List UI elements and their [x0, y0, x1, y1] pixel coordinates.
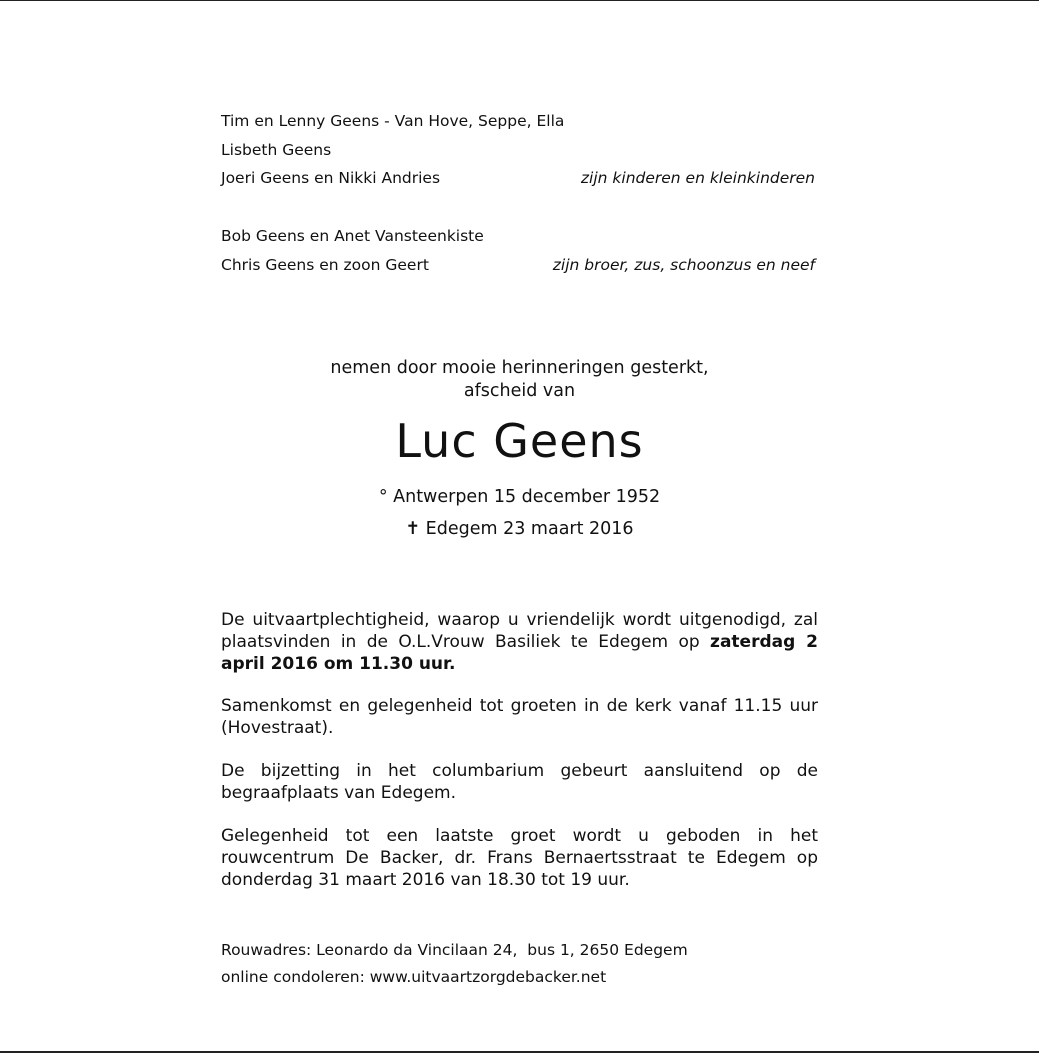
- family-member-name: Bob Geens en Anet Vansteenkiste: [221, 227, 484, 245]
- family-line: [221, 112, 815, 141]
- family-group-siblings: [221, 227, 815, 284]
- family-group-children: [221, 112, 815, 198]
- family-member-name: Chris Geens en zoon Geert: [221, 255, 429, 274]
- ceremony-text: De uitvaartplechtigheid, waarop u vriendelijk wordt uitgenodigd, zal plaatsvinden in de O.L.Vrouw Basiliek te Edegem op: [221, 610, 818, 652]
- intro-text: [0, 357, 1039, 402]
- family-line: [221, 141, 815, 170]
- death-date: Edegem 23 maart 2016: [425, 519, 634, 539]
- farewell-paragraph: Gelegenheid tot een laatste groet wordt u geboden in het rouwcentrum De Backer, dr. Frans Bernaertsstraat te Edegem op donderdag 31 maart 2016 van 18.30 tot 19 uur.: [221, 826, 818, 890]
- family-line: [221, 256, 815, 285]
- family-member-name: Tim en Lenny Geens - Van Hove, Seppe, Ella: [221, 112, 565, 130]
- birth-line: ° Antwerpen 15 december 1952: [378, 487, 661, 507]
- mourning-address: Rouwadres: Leonardo da Vincilaan 24, bus 1, 2650 Edegem: [221, 941, 688, 959]
- interment-paragraph: De bijzetting in het columbarium gebeurt aansluitend op de begraafplaats van Edegem.: [221, 761, 818, 803]
- intro-line-1: nemen door mooie herinneringen gesterkt,: [330, 358, 709, 378]
- ceremony-paragraph: [221, 609, 818, 675]
- ceremony-date-bold: zaterdag 2 april 2016 om 11.30 uur.: [221, 632, 818, 674]
- cross-icon: ✝: [405, 519, 421, 539]
- gathering-paragraph: Samenkomst en gelegenheid tot groeten in de kerk vanaf 11.15 uur (Hovestraat).: [221, 696, 818, 738]
- deceased-name: Luc Geens: [395, 414, 644, 468]
- family-relation-label: zijn broer, zus, schoonzus en neef: [552, 255, 815, 274]
- family-member-name: Joeri Geens en Nikki Andries: [221, 169, 441, 187]
- death-line: [0, 518, 1039, 540]
- family-member-name: Lisbeth Geens: [221, 140, 332, 159]
- top-border: [0, 0, 1039, 1]
- family-line: [221, 227, 815, 256]
- bottom-border: [0, 1051, 1039, 1053]
- intro-line-2: afscheid van: [463, 380, 576, 401]
- family-relation-label: zijn kinderen en kleinkinderen: [580, 169, 815, 187]
- online-condolence: online condoleren: www.uitvaartzorgdebacker.net: [221, 968, 607, 986]
- family-line: [221, 169, 815, 198]
